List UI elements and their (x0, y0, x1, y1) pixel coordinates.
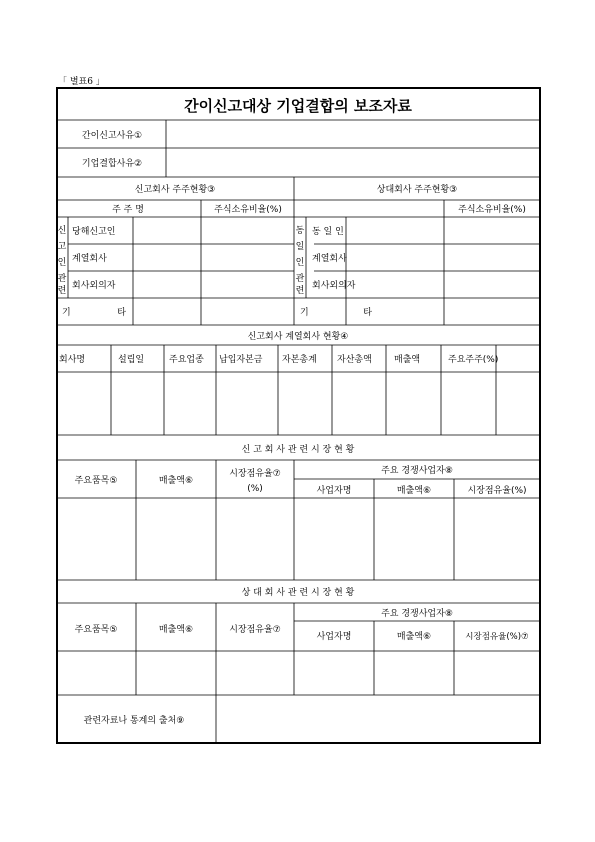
group-char: 련 (57, 286, 67, 296)
row-label-self: 당해신고인 (72, 227, 116, 237)
reporting-shareholder-heading: 신고회사 주주현황③ (134, 185, 216, 195)
affiliate-col-header: 자산총액 (337, 355, 372, 365)
competitors-heading: 주요 경쟁사업자⑧ (381, 609, 453, 619)
counter-market-data-area[interactable] (58, 652, 539, 694)
affiliate-data-area[interactable] (58, 373, 539, 434)
competitor-col-header: 매출액⑥ (396, 632, 432, 642)
competitor-col-header: 시장점유율(%)⑦ (465, 632, 529, 642)
competitor-col-header: 매출액⑥ (396, 486, 432, 496)
data-source-field[interactable] (217, 696, 539, 742)
group-char: 동 (295, 226, 305, 236)
counter-shareholder-heading: 상대회사 주주현황③ (376, 185, 458, 195)
row-label-other: 기 타 (62, 308, 126, 318)
merger-supplementary-form (56, 87, 541, 744)
competitor-col-header: 사업자명 (316, 632, 352, 642)
share-ratio-header-right: 주식소유비율(%) (458, 205, 526, 215)
group-char: 신 (57, 226, 67, 236)
affiliate-col-header: 매출액 (394, 355, 421, 365)
row-label-same-person: 동 일 인 (312, 227, 344, 237)
affiliate-col-header: 주요업종 (169, 355, 204, 365)
market-share-header: 시장점유율⑦ (229, 469, 281, 479)
merger-reason-label: 기업결합사유② (81, 159, 143, 169)
group-char: 고 (57, 242, 67, 252)
main-product-header: 주요품목⑤ (74, 476, 118, 486)
simple-report-reason-label: 간이신고사유① (81, 131, 143, 141)
row-label-affiliate: 계열회사 (72, 254, 107, 264)
row-label-other-right: 기 타 (300, 308, 372, 318)
group-char: 인 (295, 258, 305, 268)
group-char: 관 (57, 274, 67, 284)
affiliate-col-header: 자본총계 (282, 355, 317, 365)
form-number-label: 「 별표6 」 (58, 77, 105, 87)
reporting-market-data-area[interactable] (58, 499, 539, 579)
form-title: 간이신고대상 기업결합의 보조자료 (184, 97, 412, 115)
affiliate-col-header: 주요주주(%) (448, 355, 499, 365)
row-label-affiliate-right: 계열회사 (312, 254, 347, 264)
simple-report-reason-field[interactable] (167, 121, 539, 147)
competitor-col-header: 사업자명 (316, 486, 352, 496)
shareholder-name-header: 주 주 명 (112, 205, 144, 215)
merger-reason-field[interactable] (167, 149, 539, 176)
main-product-header: 주요품목⑤ (74, 625, 118, 635)
group-char: 인 (57, 258, 67, 268)
competitors-heading: 주요 경쟁사업자⑧ (381, 466, 453, 476)
group-char: 련 (295, 286, 305, 296)
affiliate-col-header: 납입자본금 (219, 355, 263, 365)
counter-market-heading: 상 대 회 사 관 련 시 장 현 황 (241, 588, 355, 598)
sales-header: 매출액⑥ (158, 476, 194, 486)
row-label-non-company: 회사외의자 (72, 281, 116, 291)
sales-header: 매출액⑥ (158, 625, 194, 635)
group-char: 관 (295, 274, 305, 284)
data-source-label: 관련자료나 통계의 출처⑨ (83, 716, 185, 726)
group-char: 일 (295, 242, 305, 252)
affiliates-heading: 신고회사 계열회사 현황④ (247, 332, 349, 342)
market-share-unit: (%) (247, 484, 263, 494)
market-share-header: 시장점유율⑦ (229, 625, 281, 635)
affiliate-col-header: 설립일 (118, 355, 145, 365)
share-ratio-header: 주식소유비율(%) (214, 205, 282, 215)
row-label-non-company-right: 회사외의자 (312, 281, 356, 291)
reporting-market-heading: 신 고 회 사 관 련 시 장 현 황 (241, 445, 355, 455)
competitor-col-header: 시장점유율(%) (467, 486, 527, 496)
affiliate-col-header: 회사명 (59, 355, 86, 365)
